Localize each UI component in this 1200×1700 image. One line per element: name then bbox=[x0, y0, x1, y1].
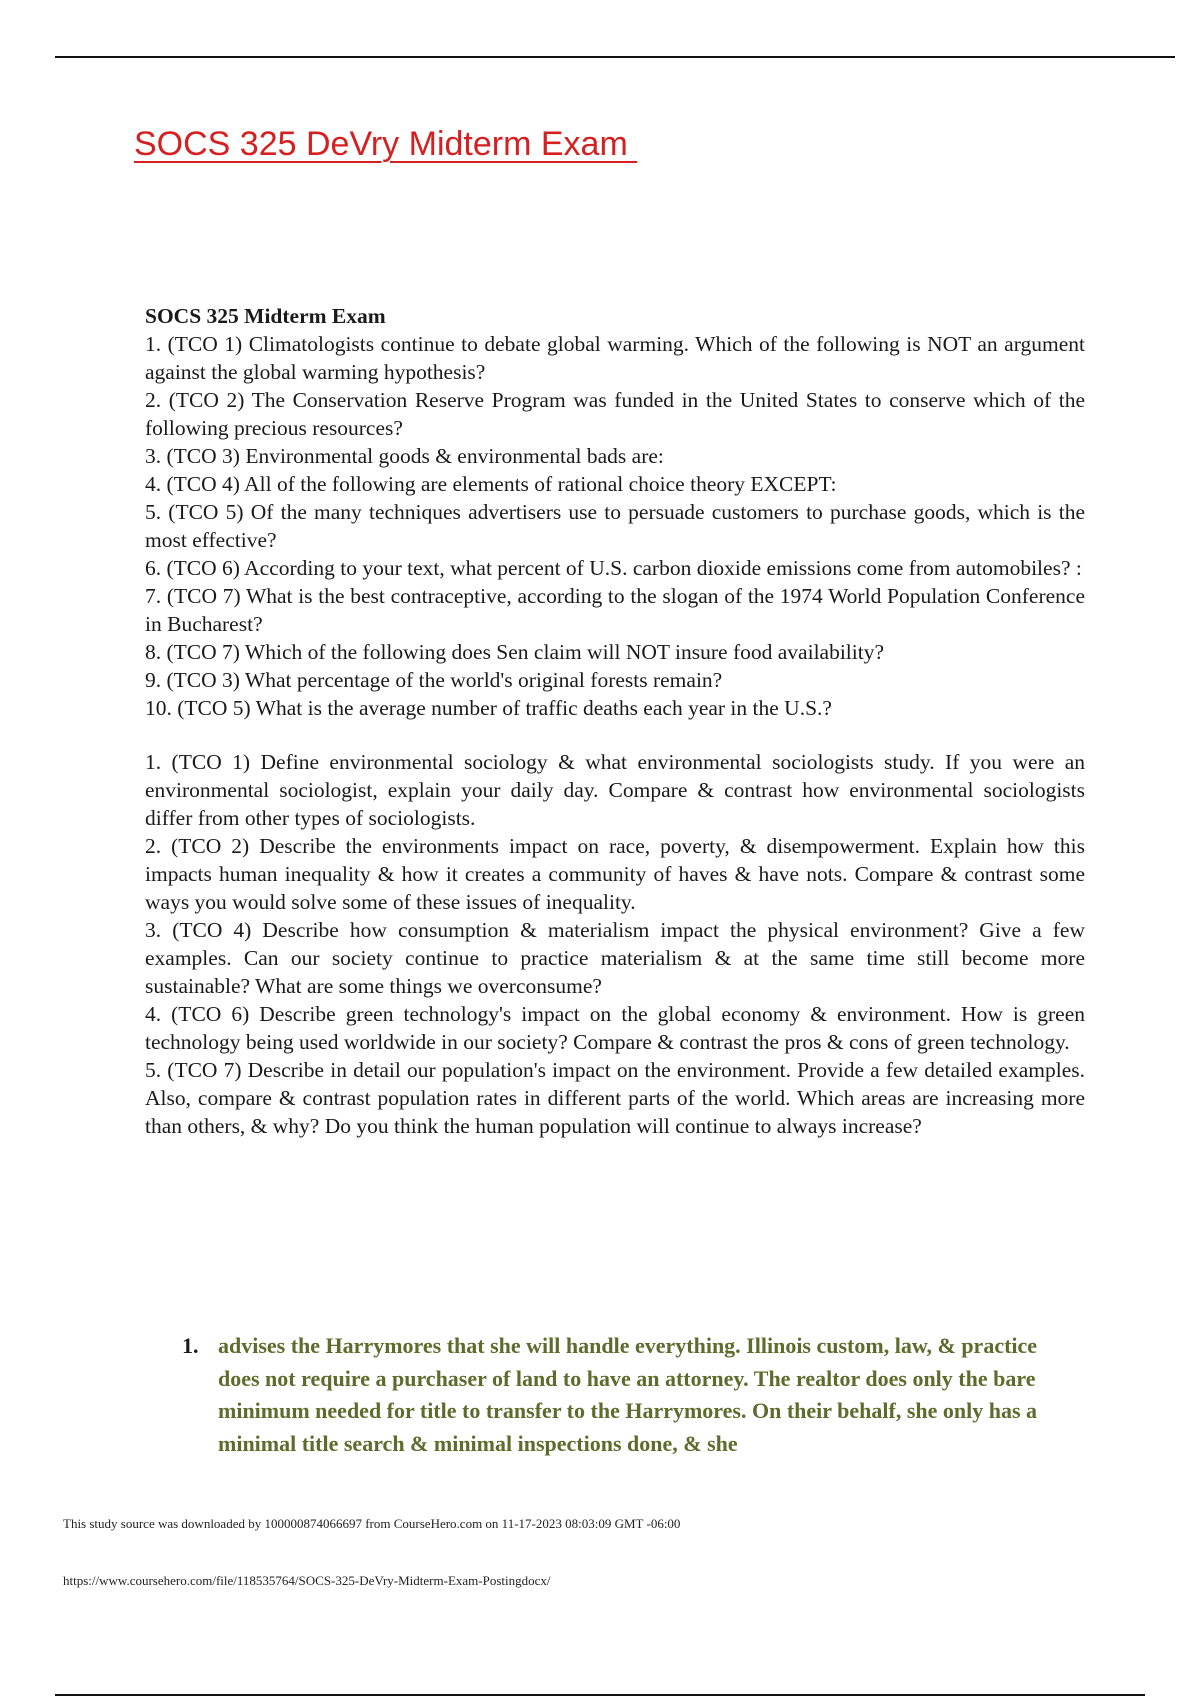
question-item: 9. (TCO 3) What percentage of the world's original forests remain? bbox=[145, 668, 723, 692]
question-item: 8. (TCO 7) Which of the following does Sen claim will NOT insure food availability? bbox=[145, 640, 885, 664]
essay-item: 1. (TCO 1) Define environmental sociology & what environmental sociologists study. If you were an environmental sociologist, explain your daily day. Compare & contrast how environmental sociologists differ from other types of sociologists. bbox=[145, 750, 1085, 830]
essay-item: 3. (TCO 4) Describe how consumption & materialism impact the physical environment? Give a few examples. Can our society continue to practice materialism & at the same time still become more sustainable? What are some things we overconsume? bbox=[145, 918, 1085, 998]
question-item: 1. (TCO 1) Climatologists continue to debate global warming. Which of the following is NOT an argument against the global warming hypothesis? bbox=[145, 332, 1085, 384]
answer-text: advises the Harrymores that she will handle everything. Illinois custom, law, & practice does not require a purchaser of land to have an attorney. The realtor does only the bare minimum needed for title to transfer to the Harrymores. On their behalf, she only has a minimal title search & minimal inspections done, & she bbox=[218, 1333, 1038, 1456]
download-source-note: This study source was downloaded by 100000874066697 from CourseHero.com on 11-17-2023 08:03:09 GMT -06:00 bbox=[63, 1516, 681, 1531]
document-title: SOCS 325 DeVry Midterm Exam bbox=[134, 125, 638, 163]
answer-block bbox=[182, 1330, 1082, 1460]
exam-heading: SOCS 325 Midterm Exam bbox=[145, 304, 386, 328]
bottom-divider bbox=[55, 1694, 1145, 1696]
essay-item: 4. (TCO 6) Describe green technology's impact on the global economy & environment. How is green technology being used worldwide in our society? Compare & contrast the pros & cons of green technology. bbox=[145, 1002, 1085, 1054]
question-item: 10. (TCO 5) What is the average number of traffic deaths each year in the U.S.? bbox=[145, 696, 832, 720]
question-item: 3. (TCO 3) Environmental goods & environmental bads are: bbox=[145, 444, 664, 468]
question-item: 7. (TCO 7) What is the best contraceptive, according to the slogan of the 1974 World Population Conference in Bucharest? bbox=[145, 584, 1085, 636]
top-divider bbox=[55, 56, 1175, 58]
essay-item: 5. (TCO 7) Describe in detail our population's impact on the environment. Provide a few detailed examples. Also, compare & contrast population rates in different parts of the world. Which areas are increasing more than others, & why? Do you think the human population will continue to always increase? bbox=[145, 1058, 1085, 1138]
question-item: 2. (TCO 2) The Conservation Reserve Program was funded in the United States to conserve which of the following precious resources? bbox=[145, 388, 1085, 440]
exam-content bbox=[145, 302, 1085, 1140]
answer-number: 1. bbox=[182, 1333, 199, 1358]
question-item: 5. (TCO 5) Of the many techniques advertisers use to persuade customers to purchase goods, which is the most effective? bbox=[145, 500, 1085, 552]
essay-item: 2. (TCO 2) Describe the environments impact on race, poverty, & disempowerment. Explain how this impacts human inequality & how it creates a community of haves & have nots. Compare & contrast some ways you would solve some of these issues of inequality. bbox=[145, 834, 1085, 914]
essay-list bbox=[145, 748, 1085, 1140]
question-item: 6. (TCO 6) According to your text, what percent of U.S. carbon dioxide emissions come from automobiles? : bbox=[145, 556, 1082, 580]
source-url-link[interactable]: https://www.coursehero.com/file/118535764/SOCS-325-DeVry-Midterm-Exam-Postingdocx/ bbox=[63, 1573, 551, 1588]
question-item: 4. (TCO 4) All of the following are elements of rational choice theory EXCEPT: bbox=[145, 472, 837, 496]
question-list bbox=[145, 330, 1085, 722]
